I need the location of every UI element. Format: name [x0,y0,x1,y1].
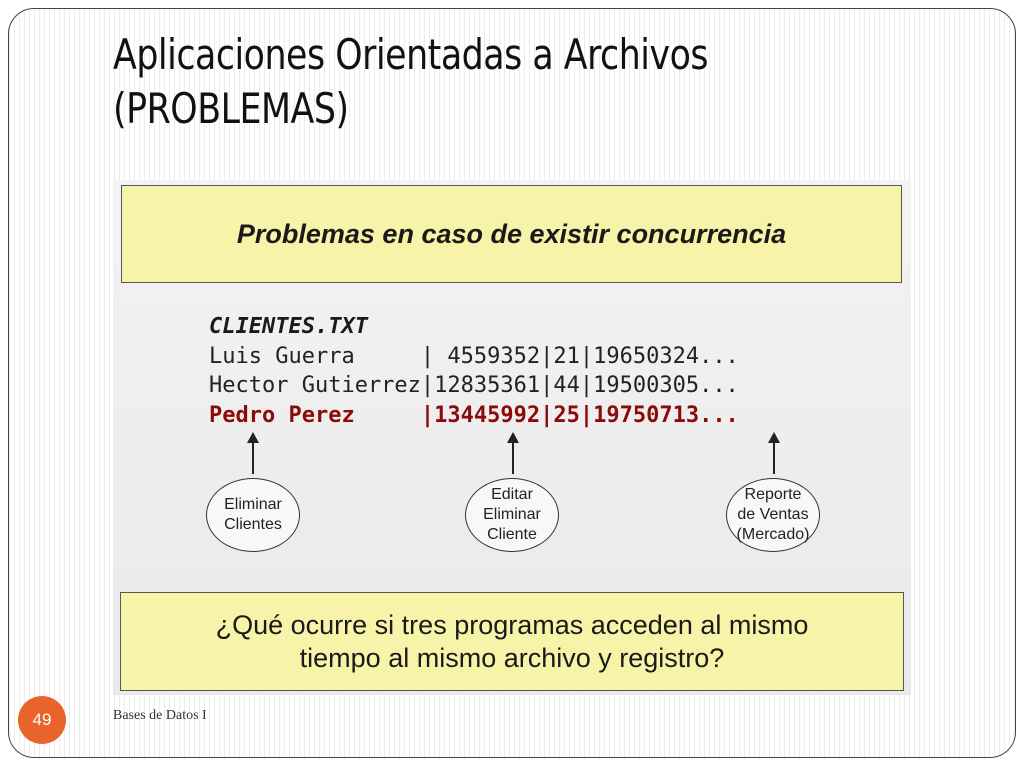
file-name: CLIENTES.TXT [209,314,368,339]
question-box [120,592,904,691]
file-record: Luis Guerra | 4559352|21|19650324... [209,343,739,369]
arrow-up-icon [252,442,254,474]
slide-title-line-1: Aplicaciones Orientadas a Archivos [113,30,709,79]
question-text: ¿Qué ocurre si tres programas acceden al mismo tiempo al mismo archivo y registro? [215,609,809,673]
concurrency-figure [113,180,911,695]
file-record-highlighted: Pedro Perez |13445992|25|19750713... [209,402,739,428]
slide-title [113,28,886,136]
program-bubble [206,478,300,552]
program-bubble [465,478,559,552]
program-label: Eliminar Clientes [224,496,282,533]
program-label: Reporte de Ventas (Mercado) [736,486,810,543]
slide-title-line-2: (PROBLEMAS) [113,84,349,133]
arrow-up-icon [773,442,775,474]
program-bubble [726,478,820,552]
file-record: Hector Gutierrez|12835361|44|19500305... [209,373,739,398]
page-number: 49 [32,710,52,729]
arrow-up-icon [512,442,514,474]
file-listing [209,312,739,430]
figure-heading-box [121,185,902,283]
figure-heading: Problemas en caso de existir concurrencia [236,218,787,249]
page-number-badge [18,696,66,744]
program-label: Editar Eliminar Cliente [483,486,541,543]
footer-text: Bases de Datos I [113,708,207,723]
